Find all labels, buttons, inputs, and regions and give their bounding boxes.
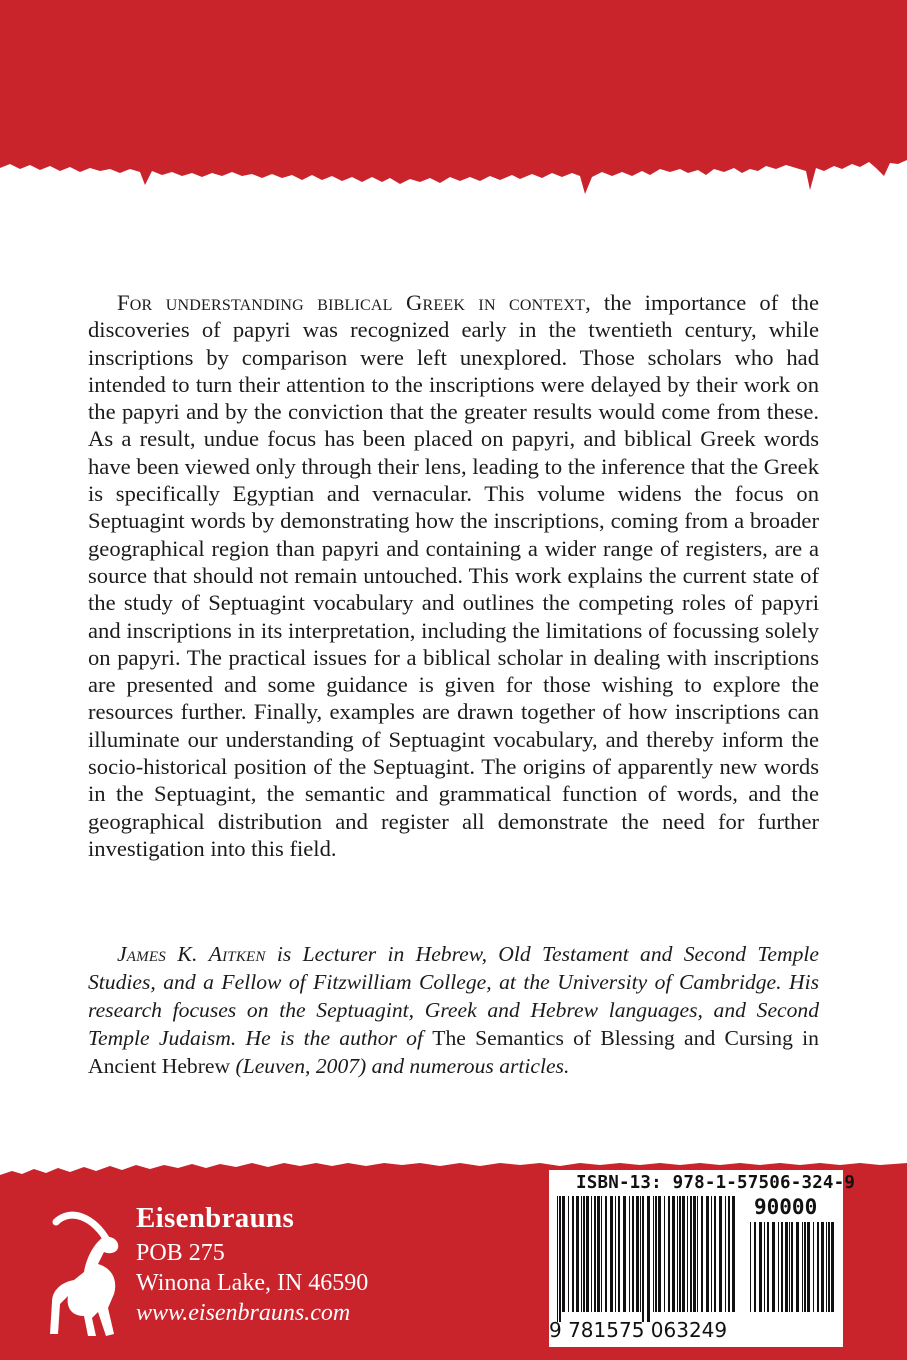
author-name: James K. Aitken [117, 942, 266, 966]
ibex-logo-icon [48, 1208, 124, 1340]
publisher-address-2: Winona Lake, IN 46590 [136, 1270, 369, 1296]
blurb-lead: For understanding biblical Greek in context [117, 290, 586, 315]
blurb-paragraph [88, 289, 819, 862]
blurb-body: , the importance of the discoveries of papyri was recognized early in the twentieth century, while inscriptions by comparison were left unexplored. Those scholars who had intended to turn their attention to the inscriptions were delayed by their work on the papyri and by the conviction that the greater results would come from these. As a result, undue focus has been placed on papyri, and biblical Greek words have been viewed only through their lens, leading to the inference that the Greek is specifically Egyptian and vernacular. This volume widens the focus on Septuagint words by demonstrating how the inscriptions, coming from a broader geographical region than papyri and containing a wider range of registers, are a source that should not remain untouched. This work explains the current state of the study of Septuagint vocabulary and outlines the competing roles of papyri and inscriptions in its interpretation, including the limitations of focussing solely on papyri. The practical issues for a biblical scholar in dealing with inscriptions are presented and some guidance is given for those wishing to explore the resources further. Finally, examples are drawn together of how inscriptions can illuminate our understanding of Septuagint vocabulary, and thereby inform the socio-historical position of the Septuagint. The origins of apparently new words in the Septuagint, the semantic and grammatical function of words, and the geographical distribution and register all demonstrate the need for further investigation into this field. [88, 290, 819, 861]
price-barcode [748, 1222, 834, 1322]
isbn-label: ISBN-13: 978-1-57506-324-9 [576, 1173, 856, 1193]
author-bio-text-1: is Lecturer in Hebrew, Old Testament and Second Temple Studies, and a Fellow of Fitzwilliam College, at the University of Cambridge. His research focuses on the Septuagint, Greek and Hebrew languages, and Second Temple Judaism. He is the author of [88, 942, 819, 1050]
author-bio-text-2: (Leuven, 2007) and numerous articles. [230, 1054, 570, 1078]
author-bio [88, 940, 819, 1080]
ean-digits: 9 781575 063249 [549, 1318, 728, 1342]
publisher-name: Eisenbrauns [136, 1202, 295, 1234]
ean-barcode [555, 1196, 737, 1322]
publisher-address-1: POB 275 [136, 1240, 225, 1266]
top-red-band [0, 0, 907, 222]
book-title: The Semantics of Blessing and Cursing in Ancient Hebrew [88, 1026, 819, 1078]
publisher-website: www.eisenbrauns.com [136, 1300, 351, 1326]
price-code: 90000 [754, 1195, 818, 1219]
barcode-panel [549, 1170, 856, 1347]
